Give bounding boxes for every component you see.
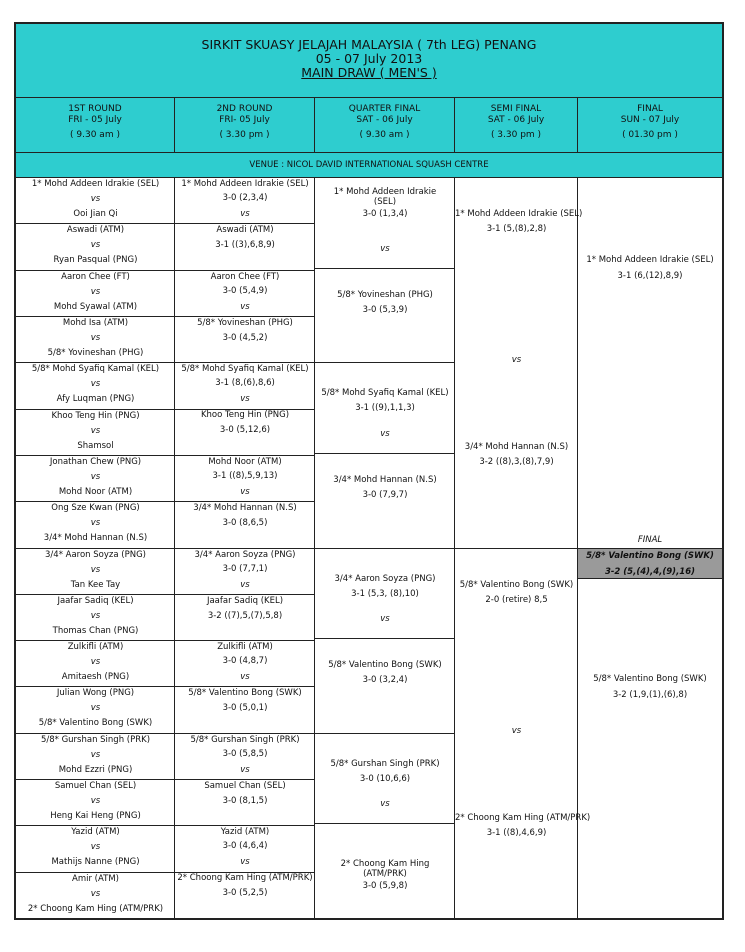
- sf-player: 3/4* Mohd Hannan (N.S): [464, 442, 569, 453]
- champion-name: 5/8* Valentino Bong (SWK): [586, 551, 714, 561]
- r1-player: Mohd Syawal (ATM): [53, 301, 138, 312]
- vs-label: vs: [90, 471, 101, 482]
- round-header-day: FRI - 05 July: [68, 115, 122, 125]
- r1-player: Mohd Ezzri (PNG): [58, 764, 133, 775]
- round-header-time: ( 3.30 pm ): [219, 130, 270, 140]
- title-banner: [16, 24, 722, 98]
- divider: [16, 548, 175, 549]
- divider: [16, 779, 175, 780]
- r2-score: 3-0 (4,8,7): [222, 656, 268, 667]
- qf-player: 5/8* Valentino Bong (SWK): [328, 660, 442, 671]
- divider: [175, 501, 315, 502]
- final-player: 5/8* Valentino Bong (SWK): [593, 674, 707, 684]
- qf-score: 3-0 (1,3,4): [362, 209, 408, 219]
- round-header-time: ( 9.30 am ): [70, 130, 120, 140]
- r1-player: Khoo Teng Hin (PNG): [51, 410, 140, 421]
- qf-player-state: (SEL): [373, 197, 397, 207]
- divider: [175, 779, 315, 780]
- vs-label: vs: [240, 857, 250, 868]
- vs-label: vs: [90, 518, 101, 529]
- r2-player: 5/8* Yovineshan (PHG): [197, 317, 293, 328]
- r1-player: Afy Luqman (PNG): [56, 394, 135, 405]
- sf-score: 3-1 ((8),4,6,9): [486, 827, 547, 838]
- r1-player: Jaafar Sadiq (KEL): [57, 595, 134, 606]
- vs-label: vs: [90, 564, 101, 575]
- divider: [16, 455, 175, 456]
- vs-label: vs: [240, 579, 250, 590]
- r1-player: 3/4* Aaron Soyza (PNG): [45, 549, 146, 560]
- r2-score: 3-0 (5,8,5): [222, 748, 268, 759]
- r1-player: Jonathan Chew (PNG): [49, 456, 142, 467]
- qf-score: 3-0 (10,6,6): [359, 773, 411, 784]
- r1-player: Julian Wong (PNG): [56, 688, 135, 699]
- r1-player: 3/4* Mohd Hannan (N.S): [43, 533, 148, 544]
- divider: [578, 578, 722, 579]
- divider: [16, 733, 175, 734]
- r2-player: Mohd Noor (ATM): [208, 456, 282, 467]
- divider: [175, 409, 315, 410]
- vs-label: vs: [90, 379, 101, 390]
- final-label: FINAL: [637, 535, 663, 545]
- r2-player: 2* Choong Kam Hing (ATM/PRK): [177, 873, 313, 884]
- qf-score: 3-0 (3,2,4): [362, 675, 408, 686]
- divider: [315, 733, 455, 734]
- r1-player: Thomas Chan (PNG): [52, 625, 139, 636]
- divider: [315, 548, 455, 549]
- divider: [175, 594, 315, 595]
- champion-score: 3-2 (5,(4),4,(9),16): [604, 567, 696, 577]
- r2-player: 5/8* Valentino Bong (SWK): [188, 688, 302, 699]
- round-header: [175, 98, 315, 153]
- divider: [175, 825, 315, 826]
- qf-score: 3-0 (5,9,8): [362, 881, 408, 892]
- r2-player: Aswadi (ATM): [216, 225, 274, 235]
- r2-player: Zulkifli (ATM): [217, 642, 273, 653]
- event-title: SIRKIT SKUASY JELAJAH MALAYSIA ( 7th LEG) PENANG: [201, 37, 537, 52]
- divider: [315, 453, 455, 454]
- vs-label: vs: [240, 672, 250, 683]
- r2-player: 5/8* Gurshan Singh (PRK): [190, 734, 300, 745]
- divider: [175, 223, 315, 224]
- divider: [455, 548, 578, 549]
- r2-score: 3-0 (8,1,5): [222, 795, 268, 806]
- sf-score: 3-2 ((8),3,(8),7,9): [479, 457, 554, 468]
- r2-score: 3-0 (4,6,4): [222, 841, 268, 852]
- vs-label: vs: [240, 486, 250, 497]
- vs-label: vs: [90, 749, 101, 760]
- divider: [578, 548, 722, 549]
- sf-score: 3-1 (5,(8),2,8): [486, 224, 547, 234]
- round-header-time: ( 9.30 am ): [359, 130, 410, 140]
- r1-player: 5/8* Mohd Syafiq Kamal (KEL): [31, 364, 160, 375]
- round-header-day: SAT - 06 July: [487, 115, 545, 125]
- qf-player: 5/8* Yovineshan (PHG): [337, 289, 433, 300]
- divider: [175, 548, 315, 549]
- divider: [175, 316, 315, 317]
- r2-score: 3-0 (5,12,6): [219, 425, 271, 436]
- divider: [315, 362, 455, 363]
- round-header-day: FRI- 05 July: [219, 115, 270, 125]
- r2-score: 3-2 ((7),5,(7),5,8): [207, 610, 283, 621]
- round-header: [455, 98, 578, 153]
- r1-player: Ooi Jian Qi: [73, 209, 118, 219]
- round-header-name: 2ND ROUND: [216, 104, 273, 114]
- divider: [16, 316, 175, 317]
- r1-player: 5/8* Gurshan Singh (PRK): [40, 734, 151, 745]
- round-header-name: SEMI FINAL: [490, 104, 542, 114]
- qf-score: 3-1 ((9),1,1,3): [355, 403, 415, 414]
- round-header-time: ( 3.30 pm ): [490, 130, 542, 140]
- sf-player: 5/8* Valentino Bong (SWK): [459, 579, 574, 590]
- vs-label: vs: [380, 799, 390, 810]
- r1-player: Aswadi (ATM): [66, 225, 125, 236]
- r1-player: Amitaesh (PNG): [61, 672, 130, 683]
- final-score: 3-1 (6,(12),8,9): [617, 271, 683, 281]
- vs-label: vs: [90, 842, 101, 853]
- r2-score: 3-0 (5,0,1): [222, 703, 268, 714]
- r2-player: Samuel Chan (SEL): [204, 780, 286, 791]
- sf-player: 2* Choong Kam Hing (ATM/PRK): [455, 812, 591, 823]
- r2-player: 5/8* Mohd Syafiq Kamal (KEL): [181, 364, 309, 375]
- vs-label: vs: [90, 796, 101, 807]
- r1-player: Ryan Pasqual (PNG): [53, 255, 138, 266]
- r1-player: Aaron Chee (FT): [61, 271, 130, 282]
- vs-label: vs: [240, 209, 250, 219]
- divider: [16, 872, 175, 873]
- divider: [175, 362, 315, 363]
- r1-player: Mohd Noor (ATM): [58, 486, 133, 497]
- draw-title: MAIN DRAW ( MEN'S ): [301, 65, 437, 80]
- r2-score: 3-0 (7,7,1): [222, 563, 268, 574]
- r1-player: Samuel Chan (SEL): [54, 781, 137, 792]
- r2-score: 3-0 (5,2,5): [222, 888, 268, 899]
- divider: [16, 409, 175, 410]
- vs-label: vs: [90, 888, 101, 899]
- round-header-name: 1ST ROUND: [68, 104, 122, 114]
- vs-label: vs: [240, 394, 250, 405]
- r1-player: Mathijs Nanne (PNG): [51, 857, 140, 868]
- qf-player: 3/4* Mohd Hannan (N.S): [333, 474, 437, 485]
- vs-label: vs: [90, 703, 101, 714]
- r1-player: Amir (ATM): [72, 873, 119, 884]
- round-header-time: ( 01.30 pm ): [622, 130, 678, 140]
- qf-player: 2* Choong Kam Hing: [340, 859, 430, 870]
- final-score: 3-2 (1,9,(1),(6),8): [612, 690, 688, 700]
- vs-label: vs: [90, 194, 101, 204]
- vs-label: vs: [90, 610, 101, 621]
- r2-player: Aaron Chee (FT): [210, 271, 280, 282]
- r2-player: 1* Mohd Addeen Idrakie (SEL): [181, 179, 309, 189]
- divider: [16, 825, 175, 826]
- divider: [16, 501, 175, 502]
- vs-label: vs: [380, 243, 390, 254]
- divider: [16, 594, 175, 595]
- r1-player: Zulkifli (ATM): [67, 642, 124, 653]
- r1-player: 1* Mohd Addeen Idrakie (SEL): [31, 179, 160, 189]
- r1-player: Shamsol: [77, 440, 114, 451]
- divider: [315, 638, 455, 639]
- qf-player: 5/8* Mohd Syafiq Kamal (KEL): [321, 388, 449, 399]
- divider: [16, 686, 175, 687]
- event-dates: 05 - 07 July 2013: [315, 51, 423, 66]
- divider: [175, 455, 315, 456]
- qf-player: 3/4* Aaron Soyza (PNG): [334, 573, 436, 584]
- r2-score: 3-0 (8,6,5): [222, 517, 268, 528]
- r2-score: 3-1 (8,(6),8,6): [215, 378, 275, 389]
- divider: [175, 686, 315, 687]
- r2-score: 3-0 (2,3,4): [222, 193, 268, 203]
- round-header: [16, 98, 175, 153]
- vs-label: vs: [90, 425, 101, 436]
- r2-player: 3/4* Mohd Hannan (N.S): [193, 502, 297, 513]
- r2-player: Khoo Teng Hin (PNG): [200, 410, 290, 421]
- r2-score: 3-1 ((8),5,9,13): [212, 470, 278, 481]
- r2-player: Yazid (ATM): [220, 827, 270, 838]
- vs-label: vs: [90, 657, 101, 668]
- vs-label: vs: [90, 286, 101, 297]
- vs-label: vs: [511, 725, 522, 736]
- divider: [16, 362, 175, 363]
- r1-player: Heng Kai Heng (PNG): [50, 811, 141, 822]
- r1-player: Mohd Isa (ATM): [62, 317, 129, 328]
- venue-bar: VENUE : NICOL DAVID INTERNATIONAL SQUASH CENTRE: [16, 153, 722, 178]
- divider: [315, 823, 455, 824]
- round-header-day: SAT - 06 July: [356, 115, 413, 125]
- round-header-name: QUARTER FINAL: [348, 104, 421, 114]
- vs-label: vs: [90, 240, 101, 251]
- vs-label: vs: [380, 614, 390, 625]
- qf-score: 3-1 (5,3, (8),10): [351, 588, 419, 599]
- vs-label: vs: [240, 301, 250, 312]
- r2-score: 3-1 ((3),6,8,9): [215, 240, 275, 250]
- r2-player: 3/4* Aaron Soyza (PNG): [194, 549, 296, 560]
- round-header: [315, 98, 455, 153]
- divider: [175, 640, 315, 641]
- divider: [16, 640, 175, 641]
- qf-score: 3-0 (5,3,9): [362, 304, 408, 315]
- vs-label: vs: [380, 428, 390, 439]
- qf-player: 5/8* Gurshan Singh (PRK): [330, 758, 440, 769]
- divider: [175, 872, 315, 873]
- sf-score: 2-0 (retire) 8,5: [485, 594, 548, 605]
- vs-label: vs: [511, 355, 522, 366]
- divider: [16, 223, 175, 224]
- round-header-day: SUN - 07 July: [620, 115, 680, 125]
- qf-player-state: (ATM/PRK): [363, 869, 407, 880]
- r1-player: 5/8* Yovineshan (PHG): [47, 347, 144, 358]
- r1-player: 2* Choong Kam Hing (ATM/PRK): [27, 903, 164, 914]
- divider: [315, 268, 455, 269]
- divider: [175, 733, 315, 734]
- divider: [16, 270, 175, 271]
- r1-player: Ong Sze Kwan (PNG): [51, 503, 140, 514]
- round-header: [578, 98, 722, 153]
- divider: [175, 270, 315, 271]
- final-player: 1* Mohd Addeen Idrakie (SEL): [586, 255, 714, 265]
- r2-player: Jaafar Sadiq (KEL): [206, 595, 284, 606]
- r2-score: 3-0 (4,5,2): [222, 332, 268, 343]
- r1-player: Tan Kee Tay: [70, 579, 121, 590]
- r1-player: 5/8* Valentino Bong (SWK): [38, 718, 153, 729]
- vs-label: vs: [240, 764, 250, 775]
- r2-score: 3-0 (5,4,9): [222, 285, 268, 296]
- sf-player: 1* Mohd Addeen Idrakie (SEL): [455, 209, 583, 219]
- qf-score: 3-0 (7,9,7): [362, 489, 408, 500]
- r1-player: Yazid (ATM): [71, 827, 120, 838]
- qf-player: 1* Mohd Addeen Idrakie: [333, 187, 437, 197]
- vs-label: vs: [90, 332, 101, 343]
- round-header-name: FINAL: [637, 104, 663, 114]
